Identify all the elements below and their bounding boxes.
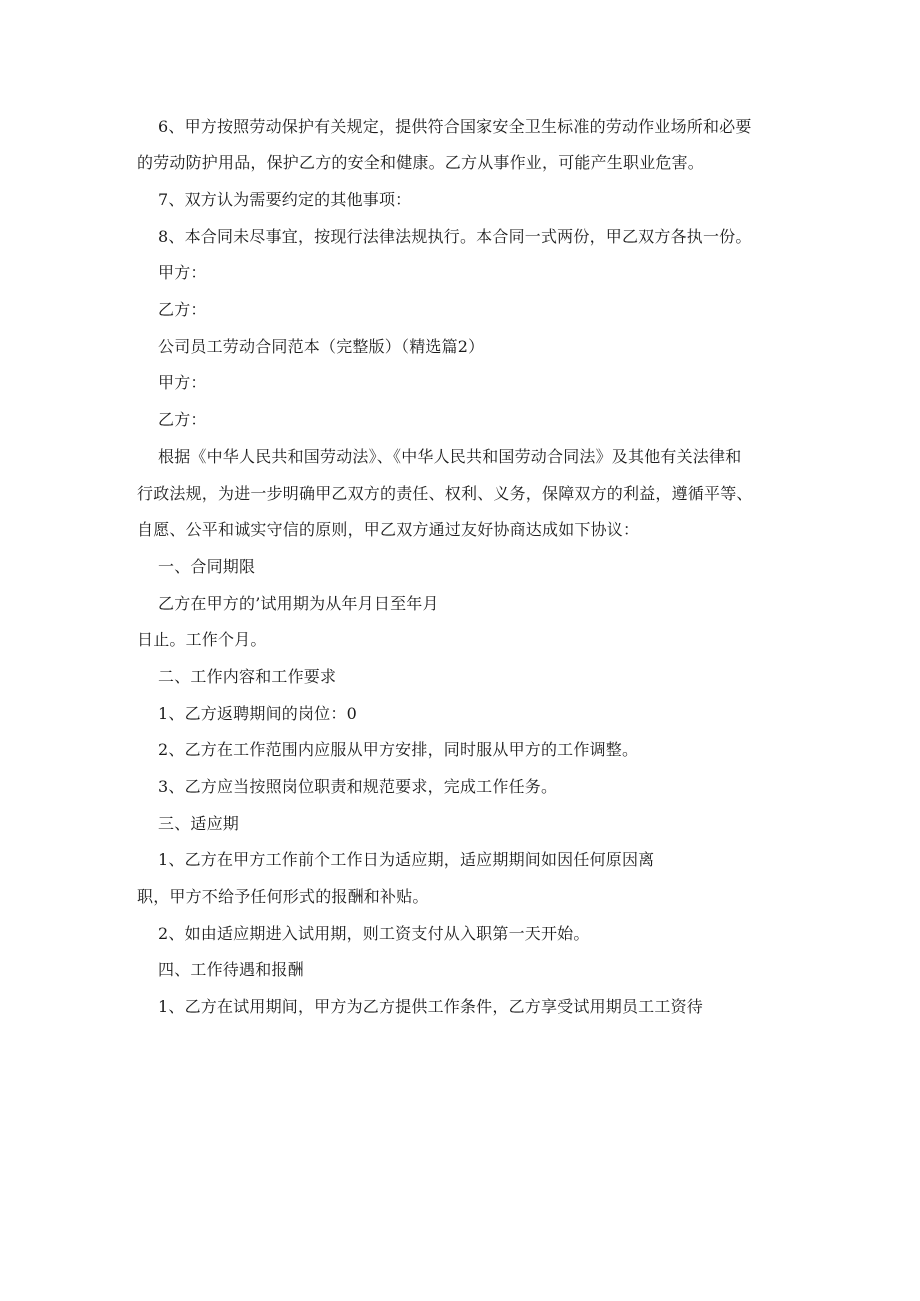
party-b-label: 乙方：: [158, 300, 207, 319]
paragraph-line: 3、乙方应当按照岗位职责和规范要求，完成工作任务。: [158, 777, 558, 796]
paragraph-line: 行政法规，为进一步明确甲乙双方的责任、权利、义务，保障双方的利益，遵循平等、: [137, 484, 753, 503]
section-heading: 四、工作待遇和报酬: [158, 960, 304, 979]
paragraph-line: 的劳动防护用品，保护乙方的安全和健康。乙方从事作业，可能产生职业危害。: [137, 153, 705, 172]
paragraph-line: 职，甲方不给予任何形式的报酬和补贴。: [137, 887, 429, 906]
paragraph-line: 1、乙方在试用期间，甲方为乙方提供工作条件，乙方享受试用期员工工资待: [158, 997, 703, 1016]
section-heading: 三、适应期: [158, 814, 240, 833]
party-a-label: 甲方：: [158, 373, 207, 392]
party-b-label: 乙方：: [158, 410, 207, 429]
party-a-label: 甲方：: [158, 263, 207, 282]
paragraph-line: 1、乙方返聘期间的岗位：0: [158, 704, 357, 723]
paragraph-line: 自愿、公平和诚实守信的原则，甲乙双方通过友好协商达成如下协议：: [137, 520, 640, 539]
paragraph-line: 根据《中华人民共和国劳动法》、《中华人民共和国劳动合同法》及其他有关法律和: [158, 447, 742, 466]
paragraph-line: 乙方在甲方的’试用期为从年月日至年月: [158, 594, 439, 613]
paragraph-line: 6、甲方按照劳动保护有关规定，提供符合国家安全卫生标准的劳动作业场所和必要: [158, 117, 752, 136]
section-heading: 一、合同期限: [158, 557, 256, 576]
section-heading: 二、工作内容和工作要求: [158, 667, 337, 686]
paragraph-line: 日止。工作个月。: [137, 630, 267, 649]
paragraph-line: 2、乙方在工作范围内应服从甲方安排，同时服从甲方的工作调整。: [158, 740, 639, 759]
paragraph-line: 1、乙方在甲方工作前个工作日为适应期，适应期期间如因任何原因离: [158, 850, 655, 869]
paragraph-line: 7、双方认为需要约定的其他事项：: [158, 190, 412, 209]
paragraph-line: 8、本合同未尽事宜，按现行法律法规执行。本合同一式两份，甲乙双方各执一份。: [158, 227, 752, 246]
paragraph-line: 2、如由适应期进入试用期，则工资支付从入职第一天开始。: [158, 924, 590, 943]
section-title: 公司员工劳动合同范本（完整版）（精选篇2）: [158, 337, 485, 356]
